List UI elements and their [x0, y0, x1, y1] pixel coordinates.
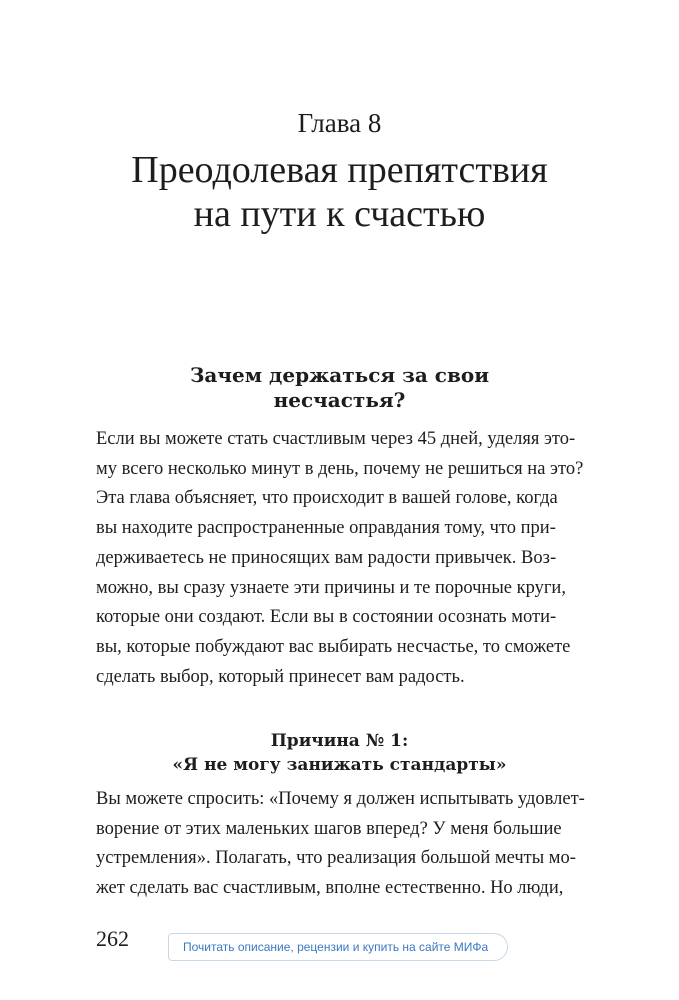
text-line: Вы можете спросить: «Почему я должен испытывать удовлет- [96, 789, 585, 809]
intro-paragraph [96, 425, 616, 692]
text-line: которые они создают. Если вы в состоянии осознать моти- [96, 607, 557, 628]
text-line: сделать выбор, который принесет вам радость. [96, 666, 465, 687]
chapter-title [0, 148, 679, 236]
section-heading-line: несчастья? [273, 388, 406, 412]
text-line: ворение от этих маленьких шагов вперед? У меня большие [96, 818, 562, 839]
section-heading [0, 363, 679, 413]
reason-paragraph [96, 785, 616, 904]
text-line: вы находите распространенные оправдания тому, что при- [96, 518, 556, 539]
reason-heading-line: «Я не могу занижать стандарты» [172, 755, 507, 775]
reason-heading-line: Причина № 1: [270, 731, 409, 751]
chapter-title-line: на пути к счастью [193, 193, 486, 235]
reason-heading [0, 729, 679, 777]
chapter-title-line: Преодолевая препятствия [131, 149, 548, 191]
publisher-link-banner[interactable]: Почитать описание, рецензии и купить на сайте МИФа [168, 933, 508, 961]
text-line: устремления». Полагать, что реализация большой мечты мо- [96, 848, 576, 869]
text-line: жет сделать вас счастливым, вполне естественно. Но люди, [96, 878, 564, 899]
text-line: можно, вы сразу узнаете эти причины и те порочные круги, [96, 577, 566, 598]
text-line: держиваетесь не приносящих вам радости привычек. Воз- [96, 547, 557, 568]
page-number: 262 [96, 926, 129, 951]
section-heading-line: Зачем держаться за свои [189, 363, 490, 387]
text-line: Эта глава объясняет, что происходит в вашей голове, когда [96, 488, 558, 509]
text-line: вы, которые побуждают вас выбирать несчастье, то сможете [96, 636, 571, 657]
text-line: Если вы можете стать счастливым через 45 дней, уделяя это- [96, 429, 576, 449]
chapter-label: Глава 8 [297, 108, 382, 138]
text-line: му всего несколько минут в день, почему не решиться на это? [96, 458, 584, 479]
